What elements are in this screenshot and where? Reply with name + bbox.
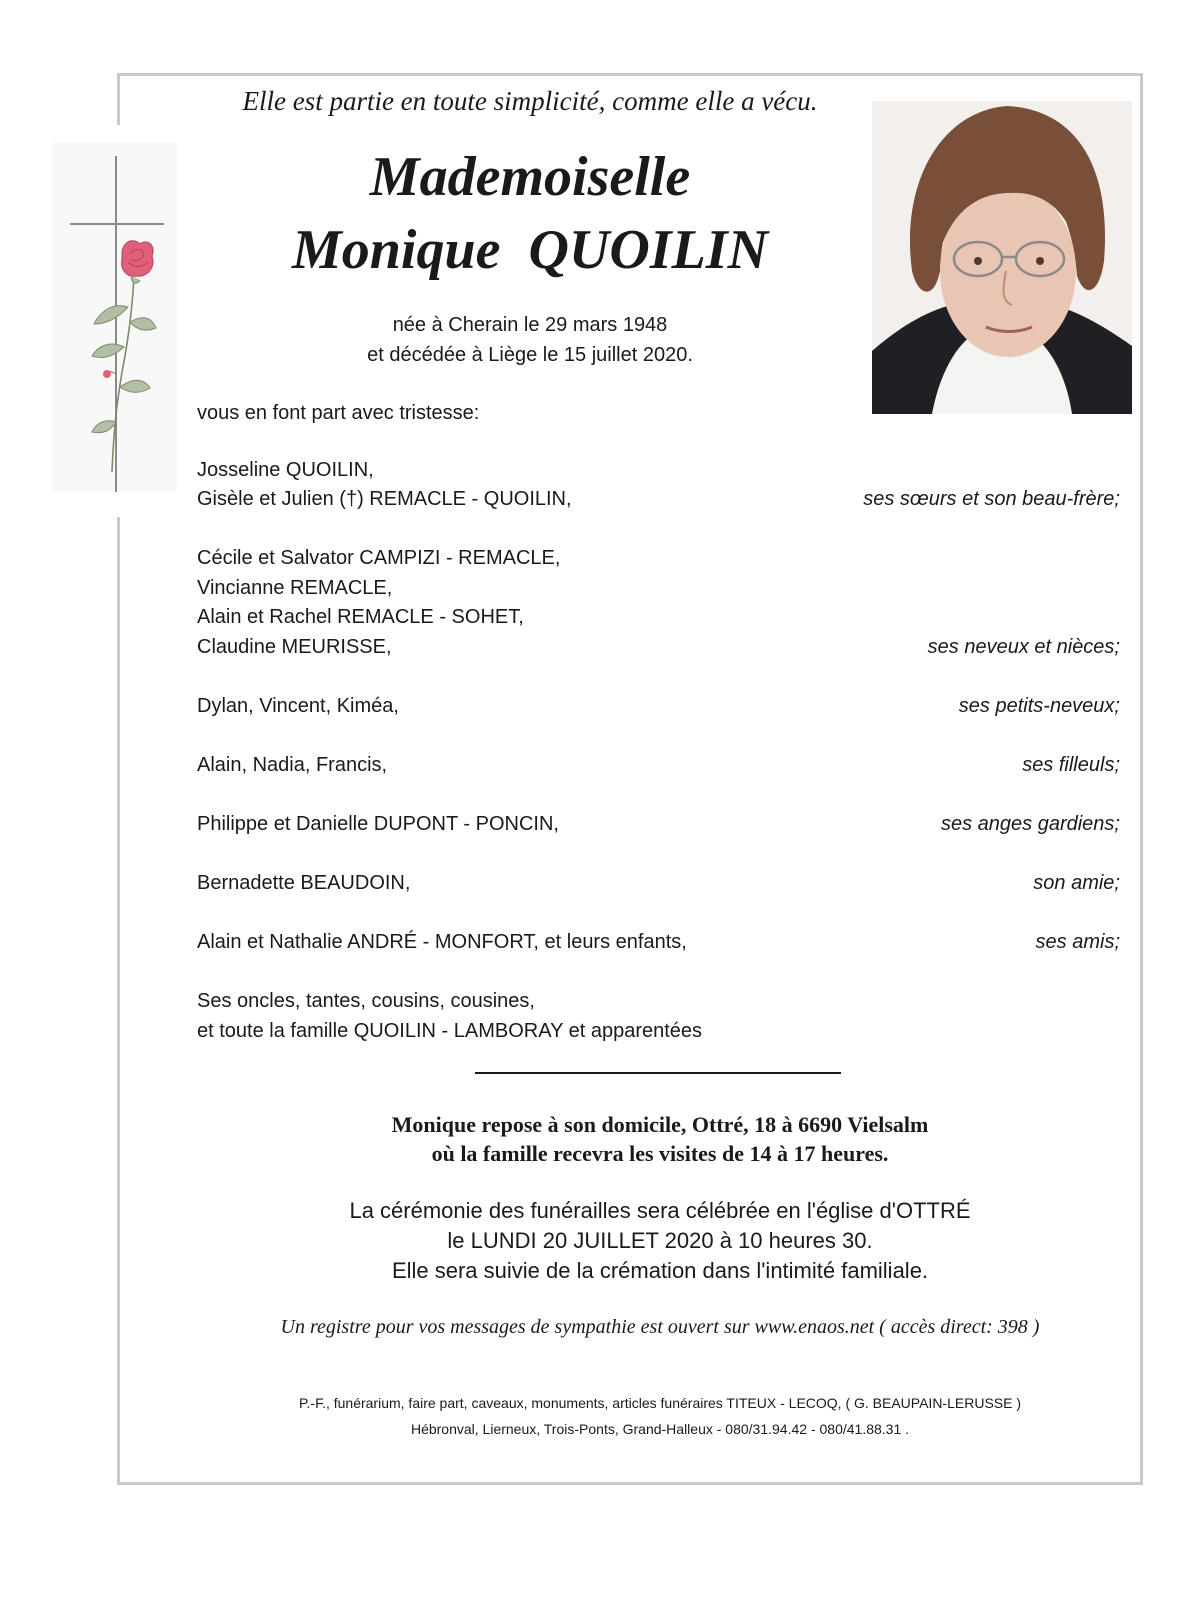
relationship-label: ses petits-neveux; bbox=[958, 695, 1120, 717]
mourner-line: Josseline QUOILIN, bbox=[197, 459, 374, 481]
mourner-line: Claudine MEURISSE, bbox=[197, 636, 392, 658]
ceremony-line: le LUNDI 20 JUILLET 2020 à 10 heures 30. bbox=[447, 1228, 873, 1253]
ceremony-line: Elle sera suivie de la crémation dans l'intimité familiale. bbox=[391, 1258, 929, 1283]
ceremony-line: La cérémonie des funérailles sera célébrée en l'église d'OTTRÉ bbox=[349, 1198, 971, 1223]
registry-notice: Un registre pour vos messages de sympathie est ouvert sur www.enaos.net ( accès direct: 398 ) bbox=[280, 1316, 1040, 1338]
deceased-name: Monique QUOILIN bbox=[291, 219, 769, 281]
repose-line: Monique repose à son domicile, Ottré, 18 à 6690 Vielsalm bbox=[391, 1112, 929, 1137]
mourner-line: Gisèle et Julien (†) REMACLE - QUOILIN, bbox=[197, 488, 572, 510]
intro-text: vous en font part avec tristesse: bbox=[197, 402, 480, 424]
relationship-label: ses amis; bbox=[1035, 931, 1120, 953]
relationship-label: ses filleuls; bbox=[1022, 754, 1120, 776]
mourner-line: Vincianne REMACLE, bbox=[197, 577, 393, 599]
funeral-home-contact: Hébronval, Lierneux, Trois-Ponts, Grand-Halleux - 080/31.94.42 - 080/41.88.31 . bbox=[410, 1421, 910, 1437]
birth-date: née à Cherain le 29 mars 1948 bbox=[392, 314, 668, 336]
death-date: et décédée à Liège le 15 juillet 2020. bbox=[367, 344, 693, 366]
mourner-line: Dylan, Vincent, Kiméa, bbox=[197, 695, 399, 717]
epitaph-quote: Elle est partie en toute simplicité, comme elle a vécu. bbox=[242, 86, 818, 116]
mourner-line: Bernadette BEAUDOIN, bbox=[197, 872, 411, 894]
mourner-line: Alain et Nathalie ANDRÉ - MONFORT, et leurs enfants, bbox=[197, 931, 687, 953]
mourner-line: Philippe et Danielle DUPONT - PONCIN, bbox=[197, 813, 559, 835]
relationship-label: ses sœurs et son beau-frère; bbox=[863, 488, 1120, 510]
relationship-label: ses neveux et nièces; bbox=[927, 636, 1120, 658]
mourner-line: et toute la famille QUOILIN - LAMBORAY et apparentées bbox=[197, 1020, 703, 1042]
mourner-line: Alain, Nadia, Francis, bbox=[197, 754, 388, 776]
funeral-home-line: P.-F., funérarium, faire part, caveaux, monuments, articles funéraires TITEUX - LECOQ, ( G. BEAUPAIN-LERUSSE ) bbox=[298, 1395, 1022, 1411]
separator-line bbox=[475, 1072, 841, 1074]
mourner-line: Cécile et Salvator CAMPIZI - REMACLE, bbox=[197, 547, 561, 569]
repose-line: où la famille recevra les visites de 14 à 17 heures. bbox=[431, 1141, 889, 1166]
relationship-label: ses anges gardiens; bbox=[940, 813, 1120, 835]
title-honorific: Mademoiselle bbox=[369, 146, 691, 208]
relationship-label: son amie; bbox=[1033, 872, 1120, 894]
mourner-line: Ses oncles, tantes, cousins, cousines, bbox=[197, 990, 535, 1012]
mourner-line: Alain et Rachel REMACLE - SOHET, bbox=[197, 606, 524, 628]
portrait-image bbox=[872, 101, 1132, 414]
portrait-photo bbox=[872, 101, 1132, 414]
